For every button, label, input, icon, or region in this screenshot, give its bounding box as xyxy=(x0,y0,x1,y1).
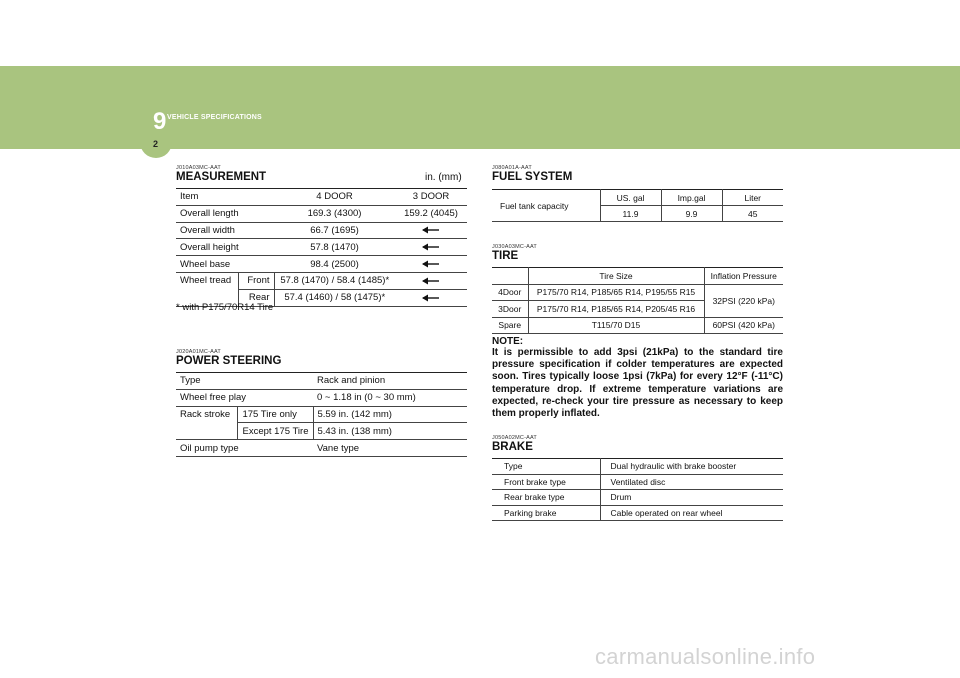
front-value: 57.8 (1470) / 58.4 (1485)* xyxy=(274,272,395,289)
same-arrow-icon xyxy=(421,242,441,252)
table-row xyxy=(492,317,783,334)
watermark: carmanualsonline.info xyxy=(595,644,816,669)
chapter-number: 9 xyxy=(153,108,167,135)
steering-code: J020A01MC-AAT xyxy=(176,349,221,355)
value-4door: 66.7 (1695) xyxy=(274,222,395,239)
table-row xyxy=(492,190,783,206)
tire-size: T115/70 D15 xyxy=(528,317,704,334)
table-row xyxy=(492,284,783,301)
pump-value: Vane type xyxy=(313,440,467,457)
measurement-code: J010A03MC-AAT xyxy=(176,165,221,171)
fuel-code: J080A01A-AAT xyxy=(492,165,532,171)
same-arrow-icon xyxy=(421,259,441,269)
brake-value: Ventilated disc xyxy=(600,474,783,490)
measurement-unit: in. (mm) xyxy=(425,172,462,183)
value-3door xyxy=(395,272,467,289)
brake-label: Type xyxy=(492,459,600,475)
tire-table xyxy=(492,267,783,334)
same-arrow-icon xyxy=(421,293,441,303)
header-us-gal: US. gal xyxy=(600,190,661,206)
table-row xyxy=(176,239,467,256)
table-row xyxy=(176,440,467,457)
tire-code: J030A03MC-AAT xyxy=(492,244,537,250)
row-label: Overall height xyxy=(176,239,274,256)
note-heading: NOTE: xyxy=(492,336,524,347)
table-row xyxy=(176,373,467,390)
table-row xyxy=(176,406,467,423)
fuel-table xyxy=(492,189,783,222)
value-4door: 57.8 (1470) xyxy=(274,239,395,256)
pressure-main: 32PSI (220 kPa) xyxy=(704,284,783,317)
header-inflation: Inflation Pressure xyxy=(704,268,783,285)
rear-value: 57.4 (1460) / 58 (1475)* xyxy=(274,289,395,306)
value-3door xyxy=(395,289,467,306)
row-label: Overall width xyxy=(176,222,274,239)
brake-label: Front brake type xyxy=(492,474,600,490)
value-4door: 98.4 (2500) xyxy=(274,256,395,273)
value-3door xyxy=(395,256,467,273)
table-row xyxy=(176,222,467,239)
table-row xyxy=(492,474,783,490)
table-row xyxy=(176,189,467,206)
tire-size: P175/70 R14, P185/65 R14, P205/45 R16 xyxy=(528,301,704,318)
rear-label: Rear xyxy=(238,289,274,306)
brake-title: BRAKE xyxy=(492,441,533,453)
row-label: Overall length xyxy=(176,205,274,222)
measurement-table xyxy=(176,188,467,307)
header-imp-gal: Imp.gal xyxy=(661,190,722,206)
row-label: 3Door xyxy=(492,301,528,318)
brake-value: Dual hydraulic with brake booster xyxy=(600,459,783,475)
brake-value: Cable operated on rear wheel xyxy=(600,505,783,521)
table-row xyxy=(492,490,783,506)
table-row xyxy=(176,272,467,289)
row-label: Spare xyxy=(492,317,528,334)
page-number: 2 xyxy=(153,139,159,149)
row-label: 4Door xyxy=(492,284,528,301)
same-arrow-icon xyxy=(421,276,441,286)
value-liter: 45 xyxy=(722,206,783,222)
chapter-title: VEHICLE SPECIFICATIONS xyxy=(167,114,262,121)
free-play-label: Wheel free play xyxy=(176,389,313,406)
steering-title: POWER STEERING xyxy=(176,355,282,367)
table-row xyxy=(176,256,467,273)
same-arrow-icon xyxy=(421,225,441,235)
fuel-title: FUEL SYSTEM xyxy=(492,171,573,183)
rack-175-value: 5.59 in. (142 mm) xyxy=(313,406,467,423)
measurement-footnote: * with P175/70R14 Tire xyxy=(176,302,274,313)
table-row xyxy=(492,505,783,521)
value-us-gal: 11.9 xyxy=(600,206,661,222)
value-4door: 169.3 (4300) xyxy=(274,205,395,222)
brake-label: Parking brake xyxy=(492,505,600,521)
brake-code: J050A02MC-AAT xyxy=(492,435,537,441)
brake-label: Rear brake type xyxy=(492,490,600,506)
col-4door: 4 DOOR xyxy=(274,189,395,206)
free-play-value: 0 ~ 1.18 in (0 ~ 30 mm) xyxy=(313,389,467,406)
col-item: Item xyxy=(176,189,274,206)
front-label: Front xyxy=(238,272,274,289)
pump-label: Oil pump type xyxy=(176,440,313,457)
brake-value: Drum xyxy=(600,490,783,506)
table-row xyxy=(176,389,467,406)
value-imp-gal: 9.9 xyxy=(661,206,722,222)
header-liter: Liter xyxy=(722,190,783,206)
header-tire-size: Tire Size xyxy=(528,268,704,285)
value-3door xyxy=(395,239,467,256)
table-row xyxy=(176,205,467,222)
rack-175-label: 175 Tire only xyxy=(238,406,313,423)
steering-table xyxy=(176,372,467,457)
type-value: Rack and pinion xyxy=(313,373,467,390)
col-3door: 3 DOOR xyxy=(395,189,467,206)
row-label: Wheel base xyxy=(176,256,274,273)
table-row xyxy=(492,459,783,475)
fuel-capacity-label: Fuel tank capacity xyxy=(492,190,600,222)
value-3door: 159.2 (4045) xyxy=(395,205,467,222)
rack-except-value: 5.43 in. (138 mm) xyxy=(313,423,467,440)
brake-table xyxy=(492,458,783,521)
measurement-title: MEASUREMENT xyxy=(176,171,267,183)
tire-title: TIRE xyxy=(492,250,519,262)
table-row xyxy=(492,268,783,285)
note-body: It is permissible to add 3psi (21kPa) to the standard tire pressure specification if colder temperatures are expected soon. Tires typically loose 1psi (7kPa) for every 12°F (-11°C) temperature drop. If extreme temperature variations are expected, re-check your tire pressure as necessary to keep them properly inflated. xyxy=(492,347,783,420)
tire-size: P175/70 R14, P185/65 R14, P195/55 R15 xyxy=(528,284,704,301)
type-label: Type xyxy=(176,373,313,390)
value-3door xyxy=(395,222,467,239)
tread-label: Wheel tread xyxy=(176,272,238,306)
pressure-spare: 60PSI (420 kPa) xyxy=(704,317,783,334)
rack-label: Rack stroke xyxy=(176,406,238,440)
rack-except-label: Except 175 Tire xyxy=(238,423,313,440)
